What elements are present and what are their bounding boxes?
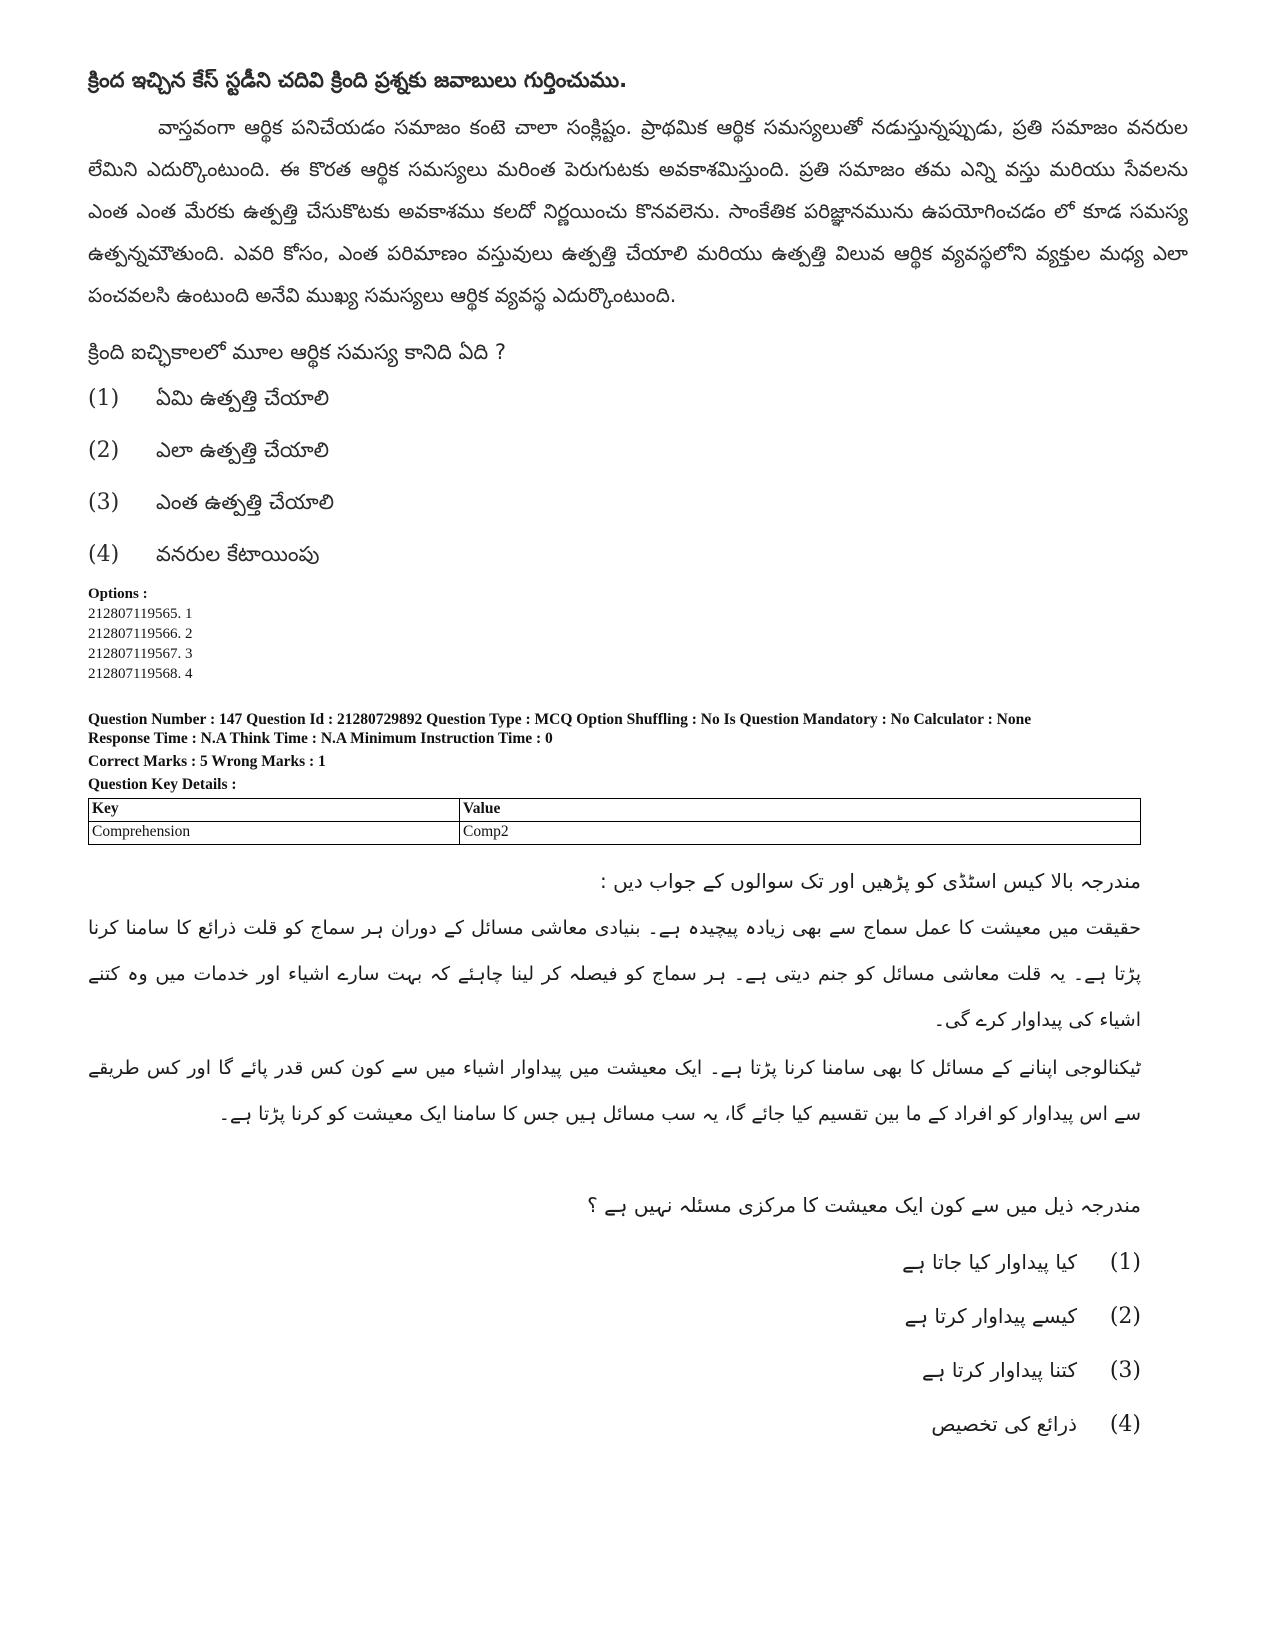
spacer [88,684,1188,710]
option-text: ذرائع کی تخصیص [931,1412,1077,1436]
options-block [88,584,1188,684]
question-info [88,710,1188,794]
urdu-section [88,859,1141,1451]
option-text: వనరుల కేటాయింపు [156,542,320,566]
telugu-options-list [88,372,1188,580]
telugu-option-2 [88,424,1188,476]
option-text: ఏమి ఉత్పత్తి చేయాలి [156,386,330,410]
urdu-passage-paragraph-1: حقیقت میں معیشت کا عمل سماج سے بھی زیادہ پیچیدہ ہے۔ بنیادی معاشی مسائل کے دوران ہر سماج کو قلت ذرائع کا سامنا کرنا پڑتا ہے۔ یہ قلت معاشی مسائل کو جنم دیتی ہے۔ ہر سماج کو فیصلہ کر لینا چاہئے کہ بہت سارے اشیاء اور خدمات میں وہ کتنے اشیاء کی پیداوار کرے گی۔ [88,917,1141,1031]
question-info-line-1: Question Number : 147 Question Id : 21280729892 Question Type : MCQ Option Shuffling : No Is Question Mandatory : No Calculator : None [88,711,1032,728]
option-id-2: 212807119566. 2 [88,626,193,642]
option-number: (1) [1109,1250,1141,1275]
telugu-passage [88,106,1188,316]
urdu-option-2 [88,1289,1141,1343]
key-table-row [89,822,1141,845]
urdu-options-list [88,1235,1141,1451]
option-id-1: 212807119565. 1 [88,606,193,622]
option-number: (4) [1109,1412,1141,1437]
document-page [88,60,1188,1451]
option-text: ఎంత ఉత్పత్తి చేయాలి [156,490,334,514]
key-details-label: Question Key Details : [88,776,237,793]
option-text: ఎలా ఉత్పత్తి చేయాలి [156,438,329,462]
option-number: (3) [88,490,120,515]
option-text: کیا پیداوار کیا جاتا ہے [902,1250,1077,1274]
option-number: (1) [88,386,120,411]
telugu-section [88,60,1188,580]
marks-line: Correct Marks : 5 Wrong Marks : 1 [88,753,326,770]
telugu-passage-text: వాస్తవంగా ఆర్థిక పనిచేయడం సమాజం కంటె చాలా సంక్లిష్టం. ప్రాథమిక ఆర్థిక సమస్యలుతో నడుస్తున్నప్పుడు, ప్రతి సమాజం వనరుల లేమిని ఎదుర్కొంటుంది. ఈ కొరత ఆర్థిక సమస్యలు మరింత పెరుగుటకు అవకాశమిస్తుంది. ప్రతి సమాజం తమ ఎన్ని వస్తు మరియు సేవలను ఎంత ఎంత మేరకు ఉత్పత్తి చేసుకొటకు అవకాశము కలదో నిర్ణయించు కొనవలెను. సాంకేతిక పరిజ్ఞానమును ఉపయోగించడం లో కూడ సమస్య ఉత్పన్నమౌతుంది. ఎవరి కోసం, ఎంత పరిమాణం వస్తువులు ఉత్పత్తి చేయాలి మరియు ఉత్పత్తి విలువ ఆర్థిక వ్యవస్థలోని వ్యక్తుల మధ్య ఎలా పంచవలసి ఉంటుంది అనేవి ముఖ్య సమస్యలు ఆర్థిక వ్యవస్థ ఎదుర్కొంటుంది. [88,115,1188,307]
option-number: (4) [88,542,120,567]
urdu-option-4 [88,1397,1141,1451]
option-number: (2) [88,438,120,463]
telugu-option-3 [88,476,1188,528]
option-id-3: 212807119567. 3 [88,646,193,662]
urdu-option-3 [88,1343,1141,1397]
option-text: کتنا پیداوار کرتا ہے [922,1358,1077,1382]
key-cell: Comprehension [89,822,460,845]
option-text: کیسے پیداوار کرتا ہے [904,1304,1077,1328]
urdu-instruction: مندرجہ بالا کیس اسٹڈی کو پڑھیں اور تک سوالوں کے جواب دیں : [599,869,1141,893]
question-info-line-2: Response Time : N.A Think Time : N.A Minimum Instruction Time : 0 [88,730,553,747]
key-table [88,798,1141,845]
urdu-option-1 [88,1235,1141,1289]
value-cell: Comp2 [460,822,1141,845]
telugu-option-4 [88,528,1188,580]
key-table-header [89,799,1141,822]
option-number: (2) [1109,1304,1141,1329]
key-header: Key [89,799,460,822]
option-number: (3) [1109,1358,1141,1383]
telugu-option-1 [88,372,1188,424]
urdu-passage-paragraph-2: ٹیکنالوجی اپنانے کے مسائل کا بھی سامنا کرنا پڑتا ہے۔ ایک معیشت میں پیداوار اشیاء میں سے کون کس قدر پائے گا اور کس طریقے سے اس پیداوار کو افراد کے ما بین تقسیم کیا جائے گا، یہ سب مسائل ہیں جس کا سامنا ایک معیشت کو کرنا پڑتا ہے۔ [88,1057,1141,1125]
options-label: Options : [88,586,148,602]
urdu-question: مندرجہ ذیل میں سے کون ایک معیشت کا مرکزی مسئلہ نہیں ہے ؟ [587,1193,1141,1217]
value-header: Value [460,799,1141,822]
option-id-4: 212807119568. 4 [88,666,193,682]
telugu-question: క్రింది ఐచ్ఛికాలలో మూల ఆర్థిక సమస్య కానిది ఏది ? [88,340,507,364]
telugu-instruction: క్రింద ఇచ్చిన కేస్ స్టడీని చదివి క్రింది ప్రశ్నకు జవాబులు గుర్తించుము. [88,68,628,92]
